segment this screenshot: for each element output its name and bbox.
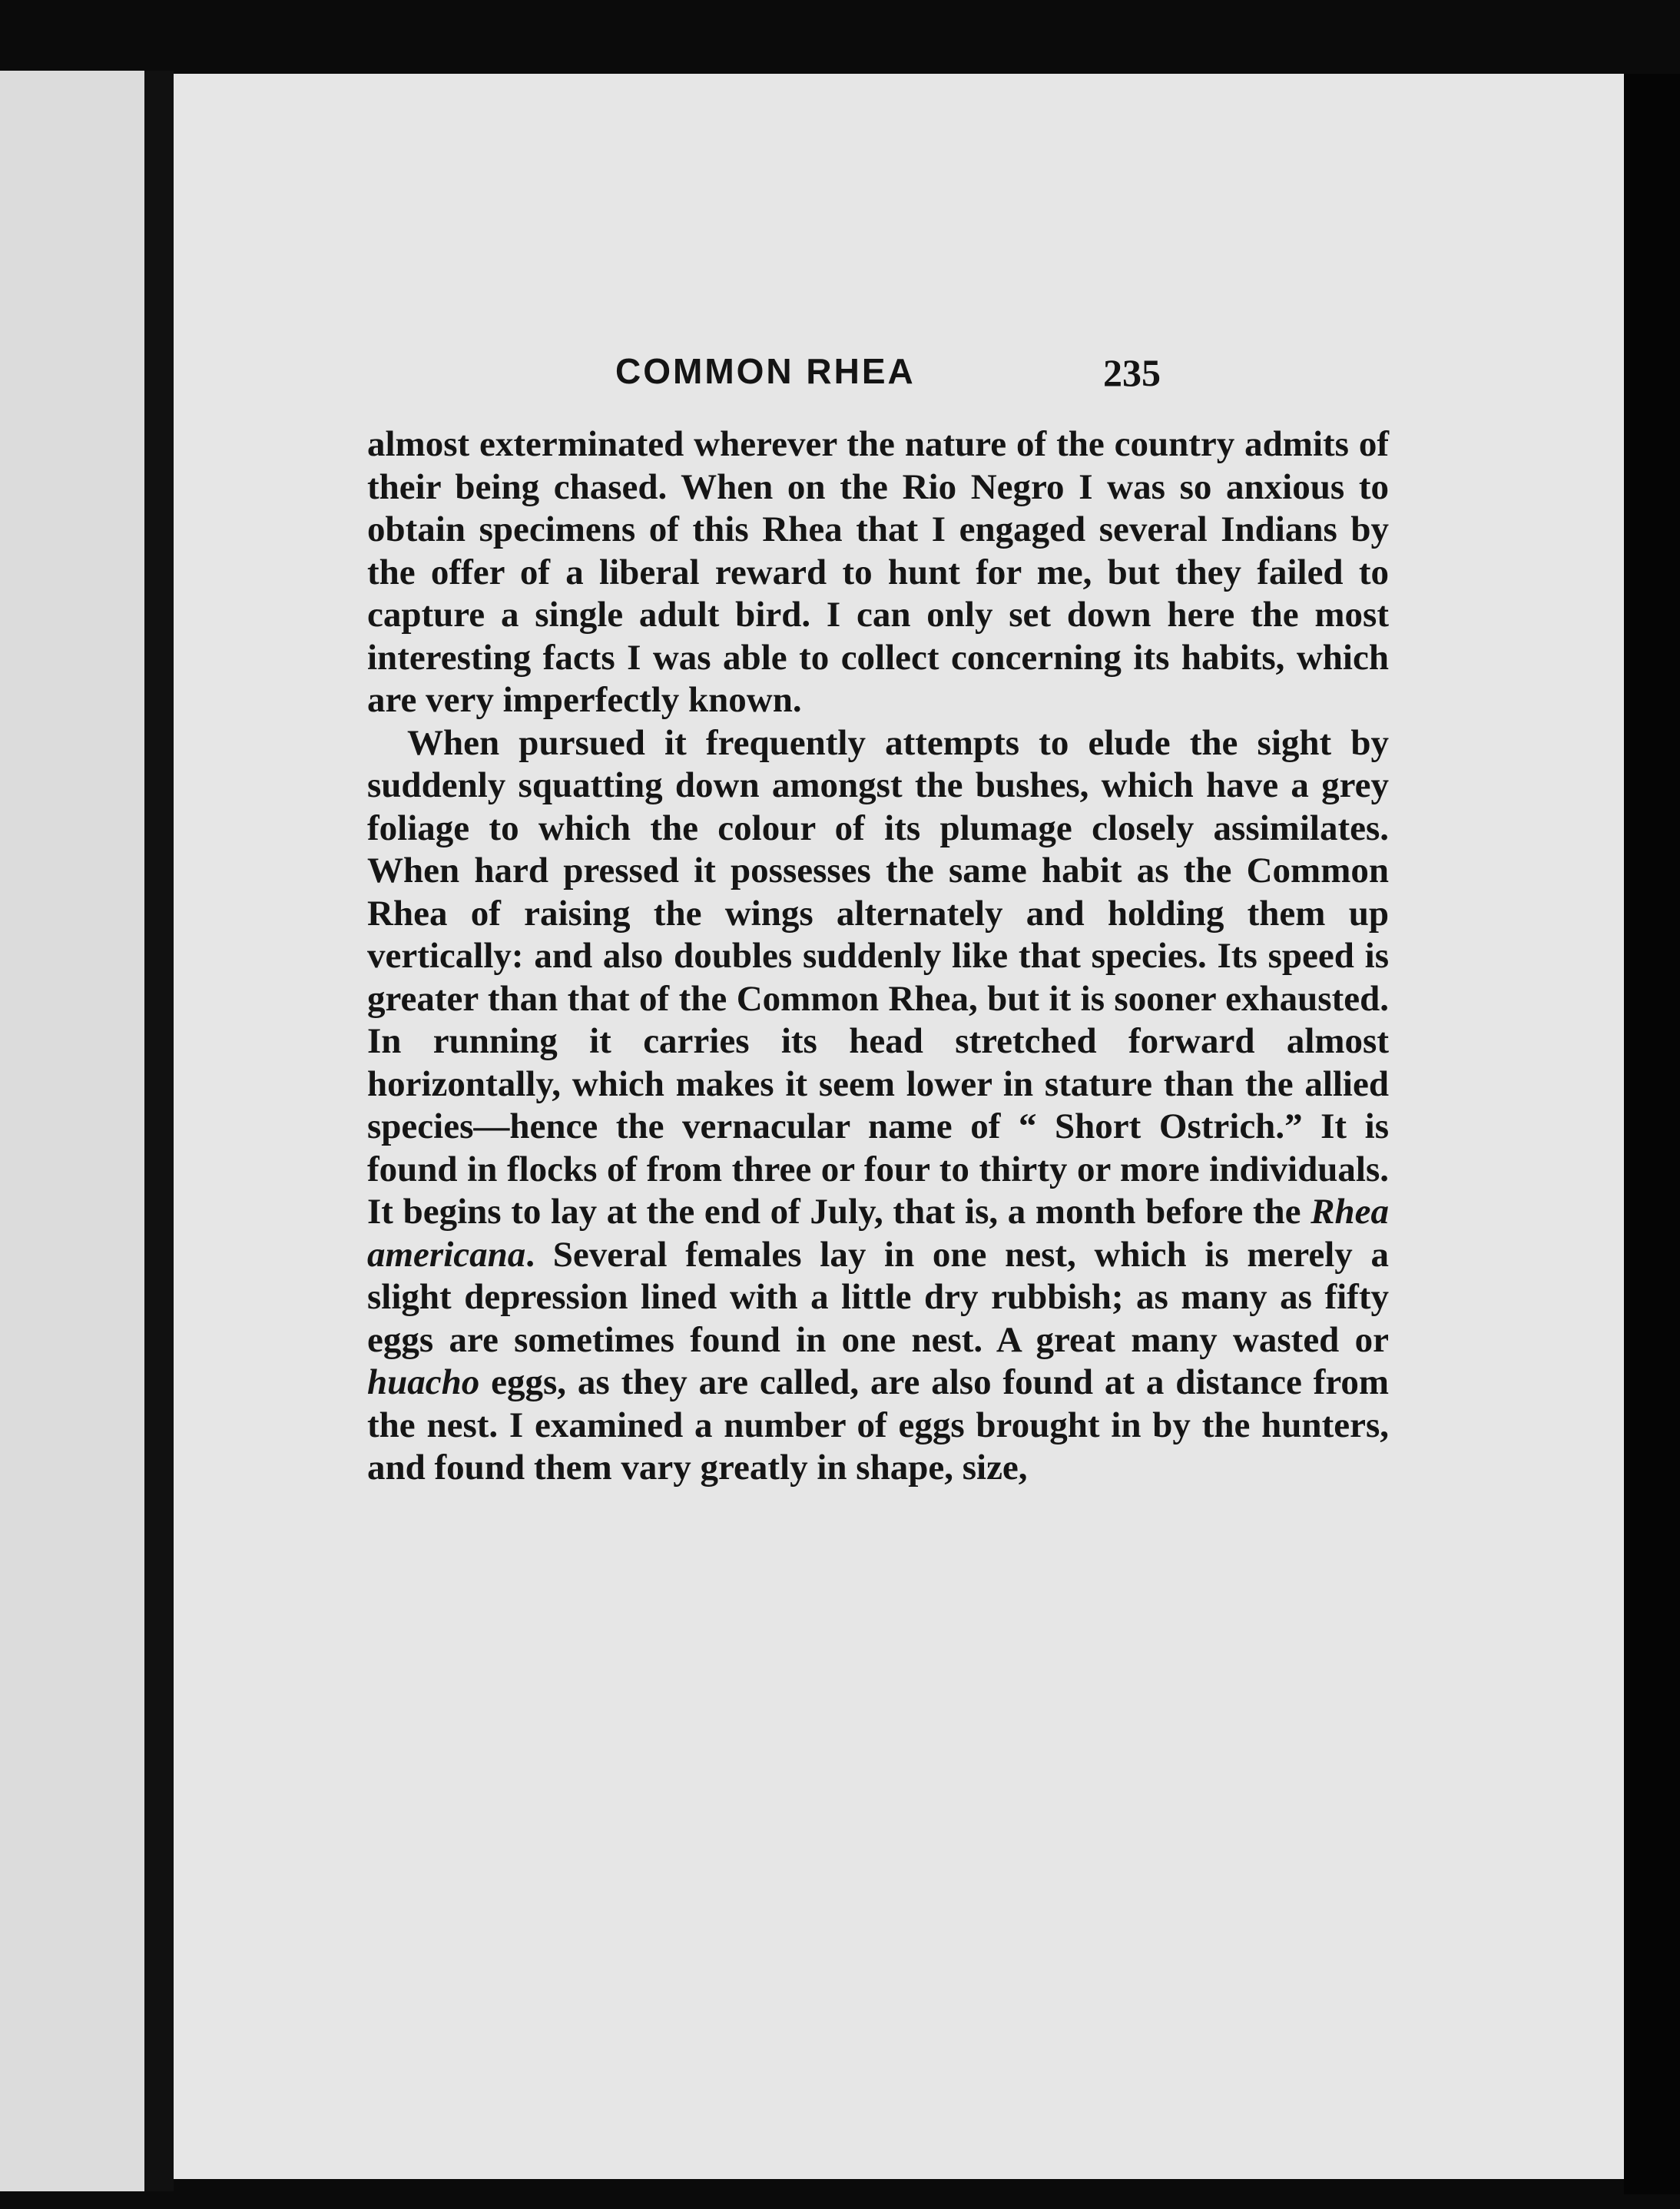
book-page (174, 74, 1624, 2179)
body-text (367, 423, 1389, 1490)
text-run: . Several females lay in one nest, which is merely a slight depression lined with a little dry rubbish; as many as fifty eggs are sometimes found in one nest. A great many wasted or (367, 1234, 1389, 1360)
text-run: eggs, as they are called, are also found at a distance from the nest. I examined a number of eggs brought in by the hunters, and found them vary greatly in shape, size, (367, 1362, 1389, 1488)
facing-page-edge (0, 71, 144, 2191)
paragraph: almost exterminated wherever the nature of the country admits of their being chased. When on the Rio Negro I was so anxious to obtain specimens of this Rhea that I engaged several Indians by the offer of a liberal reward to hunt for me, but they failed to capture a single adult bird. I can only set down here the most interesting facts I was able to collect concerning its habits, which are very imperfectly known. (367, 424, 1389, 720)
text-run: When pursued it frequently attempts to elude the sight by suddenly squatting down amongst the bushes, which have a grey foliage to which the colour of its plumage closely assimilates. When hard pressed it possesses the same habit as the Common Rhea of raising the wings alternately and holding them up vertically: and also doubles suddenly like that species. Its speed is greater than that of the Common Rhea, but it is sooner exhausted. In running it carries its head stretched forward almost horizontally, which makes it seem lower in stature than the allied species—hence the vernacular name of “ Short Ostrich.” It is found in flocks of from three or four to thirty or more individuals. It begins to lay at the end of July, that is, a month before the (367, 722, 1389, 1232)
italic-term: Rhea americana (367, 1192, 1389, 1275)
running-title: COMMON RHEA (615, 351, 916, 391)
page-header (174, 350, 1624, 404)
page-number: 235 (1103, 351, 1161, 394)
page-edge-shadow (1624, 74, 1680, 2194)
book-gutter (144, 71, 174, 2191)
paragraph (367, 722, 1389, 1490)
italic-term: huacho (367, 1362, 480, 1402)
